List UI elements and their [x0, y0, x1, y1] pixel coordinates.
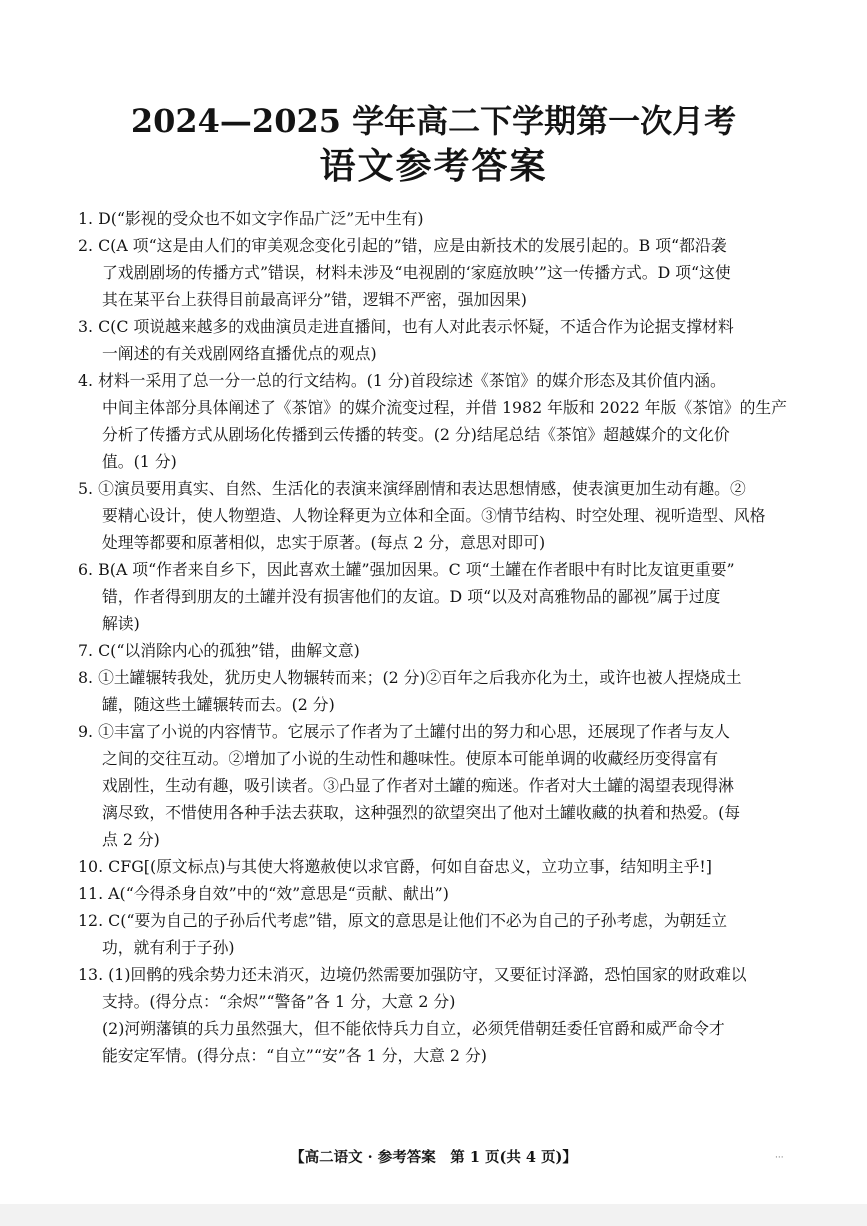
- answer-line: 9. ①丰富了小说的内容情节。它展示了作者为了土罐付出的努力和心思，还展现了作者与友人: [78, 722, 730, 741]
- answer-line: 点 2 分): [102, 830, 160, 849]
- answer-item: [78, 853, 792, 880]
- answer-line: 中间主体部分具体阐述了《茶馆》的媒介流变过程，并借 1982 年版和 2022 年版《茶馆》的生产: [102, 398, 787, 417]
- answer-item: [78, 205, 792, 232]
- answer-line: 值。(1 分): [102, 452, 177, 471]
- answer-line: 罐，随这些土罐辗转而去。(2 分): [102, 695, 335, 714]
- answer-line: 之间的交往互动。②增加了小说的生动性和趣味性。使原本可能单调的收藏经历变得富有: [102, 749, 719, 768]
- answer-line: 一阐述的有关戏剧网络直播优点的观点): [102, 344, 377, 363]
- answer-line: 11. A(“今得杀身自效”中的“效”意思是“贡献、献出”): [78, 884, 449, 903]
- answer-item: [78, 961, 792, 1015]
- answer-line: 错，作者得到朋友的土罐并没有损害他们的友谊。D 项“以及对高雅物品的鄙视”属于过度: [102, 587, 721, 606]
- answer-item: [78, 232, 792, 313]
- answer-item: [78, 313, 792, 367]
- answer-line: 12. C(“要为自己的子孙后代考虑”错，原文的意思是让他们不必为自己的子孙考虑，为朝廷立: [78, 911, 728, 930]
- bottom-margin-band: [0, 1204, 867, 1226]
- answer-line: 处理等都要和原著相似，忠实于原著。(每点 2 分，意思对即可): [102, 533, 546, 552]
- answer-line: 2. C(A 项“这是由人们的审美观念变化引起的”错，应是由新技术的发展引起的。B 项“都沿袭: [78, 236, 727, 255]
- answer-list: [0, 205, 867, 1069]
- answer-line: 6. B(A 项“作者来自乡下，因此喜欢土罐”强加因果。C 项“土罐在作者眼中有时比友谊更重要”: [78, 560, 735, 579]
- answer-line: 4. 材料一采用了总一分一总的行文结构。(1 分)首段综述《茶馆》的媒介形态及其价值内涵。: [78, 371, 726, 390]
- answer-line: 10. CFG[(原文标点)与其使大将邀赦使以求官爵，何如自奋忠义，立功立事，结知明主乎!]: [78, 857, 712, 876]
- answer-line: 功，就有利于子孙): [102, 938, 235, 957]
- answer-line: 13. (1)回鹘的残余势力还未消灭，边境仍然需要加强防守，又要征讨泽潞，恐怕国家的财政难以: [78, 965, 747, 984]
- answer-line: 8. ①土罐辗转我处，犹历史人物辗转而来；(2 分)②百年之后我亦化为土，或许也被人捏烧成土: [78, 668, 742, 687]
- answer-item: [78, 556, 792, 637]
- answer-line: 戏剧性，生动有趣，吸引读者。③凸显了作者对土罐的痴迷。作者对大土罐的渴望表现得淋: [102, 776, 734, 795]
- answer-item: [78, 880, 792, 907]
- answer-item: [78, 664, 792, 718]
- scan-artifact: ···: [775, 1153, 784, 1163]
- answer-line: (2)河朔藩镇的兵力虽然强大，但不能依恃兵力自立，必须凭借朝廷委任官爵和威严命令才: [102, 1019, 725, 1038]
- page-footer: 【高二语文 · 参考答案 第 1 页(共 4 页)】: [290, 1149, 577, 1166]
- answer-line: 其在某平台上获得目前最高评分”错，逻辑不严密，强加因果): [102, 290, 527, 309]
- answer-item: [78, 907, 792, 961]
- answer-line: 支持。(得分点：“余烬”“警备”各 1 分，大意 2 分): [102, 992, 456, 1011]
- answer-item: [78, 637, 792, 664]
- document-subtitle: 语文参考答案: [319, 145, 548, 187]
- answer-line: 5. ①演员要用真实、自然、生活化的表演来演绎剧情和表达思想情感，使表演更加生动有趣。②: [78, 479, 746, 498]
- answer-line: 漓尽致，不惜使用各种手法去获取，这种强烈的欲望突出了他对土罐收藏的执着和热爱。(每: [102, 803, 741, 822]
- answer-subitem: [102, 1015, 792, 1069]
- answer-line: 分析了传播方式从剧场化传播到云传播的转变。(2 分)结尾总结《茶馆》超越媒介的文化价: [102, 425, 730, 444]
- exam-title: 2024—2025 学年高二下学期第一次月考: [130, 102, 737, 140]
- answer-line: 3. C(C 项说越来越多的戏曲演员走进直播间，也有人对此表示怀疑，不适合作为论据支撑材料: [78, 317, 734, 336]
- answer-item: [78, 718, 792, 853]
- answer-line: 7. C(“以消除内心的孤独”错，曲解文意): [78, 641, 360, 660]
- answer-item: [78, 475, 792, 556]
- answer-line: 能安定军情。(得分点：“自立”“安”各 1 分，大意 2 分): [102, 1046, 487, 1065]
- answer-line: 了戏剧剧场的传播方式”错误，材料未涉及“电视剧的‘家庭放映’”这一传播方式。D 项“这使: [102, 263, 731, 282]
- answer-item: [78, 367, 792, 475]
- answer-line: 要精心设计，使人物塑造、人物诠释更为立体和全面。③情节结构、时空处理、视听造型、风格: [102, 506, 766, 525]
- answer-line: 解读): [102, 614, 140, 633]
- answer-line: 1. D(“影视的受众也不如文字作品广泛”无中生有): [78, 209, 424, 228]
